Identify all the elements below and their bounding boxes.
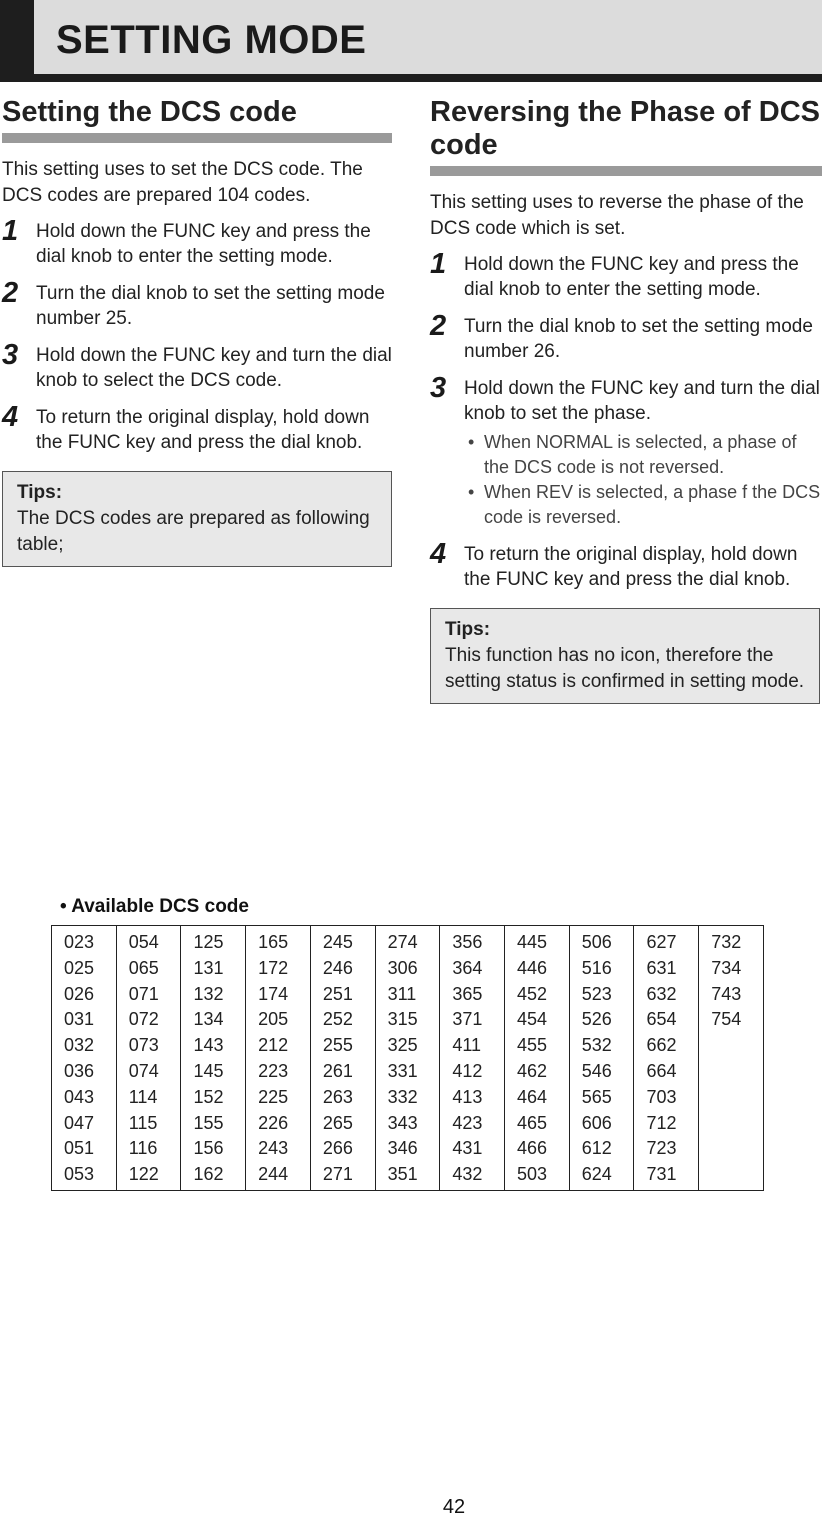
dcs-code-cell: 346 bbox=[387, 1138, 418, 1159]
dcs-code-table bbox=[51, 925, 764, 1191]
right-step bbox=[430, 538, 822, 592]
dcs-code-cell: 156 bbox=[193, 1138, 224, 1159]
dcs-code-cell: 565 bbox=[581, 1086, 612, 1107]
left-step bbox=[2, 401, 392, 455]
bullet-text: When REV is selected, a phase f the DCS code is reversed. bbox=[484, 482, 821, 527]
bullet-item bbox=[464, 480, 822, 530]
dcs-code-cell: 413 bbox=[452, 1086, 483, 1107]
left-steps bbox=[2, 215, 392, 455]
dcs-code-column bbox=[634, 926, 699, 1191]
dcs-code-cell: 452 bbox=[517, 983, 548, 1004]
left-step bbox=[2, 215, 392, 269]
dcs-code-cell: 423 bbox=[452, 1112, 483, 1133]
right-step bbox=[430, 248, 822, 302]
dcs-code-cell: 226 bbox=[258, 1112, 289, 1133]
dcs-code-cell: 664 bbox=[646, 1060, 677, 1081]
dcs-code-cell: 243 bbox=[258, 1138, 289, 1159]
dcs-code-cell: 446 bbox=[517, 957, 548, 978]
bullet-item bbox=[464, 430, 822, 480]
dcs-code-cell: 252 bbox=[322, 1009, 353, 1030]
dcs-code-column bbox=[440, 926, 505, 1191]
dcs-code-cell: 155 bbox=[193, 1112, 224, 1133]
dcs-code-column bbox=[246, 926, 311, 1191]
dcs-code-cell: 244 bbox=[258, 1164, 289, 1185]
dcs-code-cell: 205 bbox=[258, 1009, 289, 1030]
dcs-code-cell: 265 bbox=[322, 1112, 353, 1133]
step-number: 2 bbox=[2, 277, 19, 309]
dcs-code-cell: 246 bbox=[322, 957, 353, 978]
dcs-code-cell: 245 bbox=[322, 932, 353, 952]
dcs-code-cell: 073 bbox=[128, 1035, 159, 1056]
dcs-code-cell: 145 bbox=[193, 1060, 224, 1081]
dcs-code-cell: 152 bbox=[193, 1086, 224, 1107]
dcs-code-column bbox=[116, 926, 181, 1191]
page-title: SETTING MODE bbox=[56, 18, 367, 62]
step-number: 4 bbox=[2, 401, 19, 433]
dcs-code-cell: 411 bbox=[452, 1035, 482, 1056]
dcs-code-row bbox=[52, 926, 764, 1191]
dcs-code-cell: 464 bbox=[517, 1086, 548, 1107]
dcs-code-cell: 432 bbox=[452, 1164, 483, 1185]
tips-label: Tips: bbox=[445, 619, 491, 640]
step-number: 3 bbox=[430, 372, 447, 404]
dcs-code-cell: 261 bbox=[322, 1060, 353, 1081]
dcs-code-cell: 331 bbox=[387, 1060, 418, 1081]
dcs-code-column bbox=[310, 926, 375, 1191]
page-header bbox=[0, 0, 822, 82]
right-step bbox=[430, 310, 822, 364]
dcs-code-cell: 743 bbox=[711, 983, 742, 1004]
dcs-code-cell: 255 bbox=[322, 1035, 353, 1056]
dcs-code-cell: 074 bbox=[128, 1060, 159, 1081]
dcs-code-cell: 516 bbox=[581, 957, 612, 978]
dcs-code-cell: 072 bbox=[128, 1009, 159, 1030]
dcs-code-cell: 343 bbox=[387, 1112, 418, 1133]
dcs-code-cell: 115 bbox=[128, 1112, 158, 1133]
right-steps bbox=[430, 248, 822, 592]
dcs-code-cell: 532 bbox=[581, 1035, 612, 1056]
dcs-code-cell: 306 bbox=[387, 957, 418, 978]
dcs-code-column bbox=[181, 926, 246, 1191]
dcs-code-cell: 162 bbox=[193, 1164, 224, 1185]
dcs-code-cell: 632 bbox=[646, 983, 677, 1004]
dcs-code-cell: 174 bbox=[258, 983, 289, 1004]
dcs-code-cell: 723 bbox=[646, 1138, 677, 1159]
dcs-code-cell: 251 bbox=[322, 983, 353, 1004]
dcs-code-cell: 506 bbox=[581, 932, 612, 952]
dcs-code-cell: 325 bbox=[387, 1035, 418, 1056]
step-number: 2 bbox=[430, 310, 447, 342]
dcs-code-cell: 172 bbox=[258, 957, 289, 978]
dcs-code-column bbox=[699, 926, 764, 1191]
dcs-code-cell: 025 bbox=[64, 957, 95, 978]
dcs-code-column bbox=[569, 926, 634, 1191]
step-number: 1 bbox=[2, 215, 19, 247]
dcs-code-cell: 071 bbox=[128, 983, 159, 1004]
dcs-code-cell: 036 bbox=[64, 1060, 95, 1081]
dcs-code-cell: 412 bbox=[452, 1060, 483, 1081]
right-column bbox=[430, 96, 822, 704]
dcs-code-cell: 662 bbox=[646, 1035, 677, 1056]
step-number: 1 bbox=[430, 248, 447, 280]
dcs-code-cell: 122 bbox=[128, 1164, 159, 1185]
dcs-code-cell: 445 bbox=[517, 932, 548, 952]
dcs-code-cell: 523 bbox=[581, 983, 612, 1004]
bullet-text: When NORMAL is selected, a phase of the DCS code is not reversed. bbox=[484, 432, 797, 477]
dcs-code-cell: 043 bbox=[64, 1086, 95, 1107]
tips-label: Tips: bbox=[17, 482, 63, 503]
dcs-code-cell: 266 bbox=[322, 1138, 353, 1159]
step-text: To return the original display, hold down the FUNC key and press the dial knob. bbox=[36, 407, 370, 453]
dcs-code-cell: 125 bbox=[193, 932, 224, 952]
bullet-dot-icon: • bbox=[468, 432, 475, 452]
dcs-code-cell: 356 bbox=[452, 932, 483, 952]
dcs-code-cell: 627 bbox=[646, 932, 677, 952]
step-text: Turn the dial knob to set the setting mode number 26. bbox=[464, 316, 813, 362]
tips-text: This function has no icon, therefore the setting status is confirmed in setting mode. bbox=[445, 645, 805, 692]
dcs-code-cell: 263 bbox=[322, 1086, 353, 1107]
tips-text: The DCS codes are prepared as following table; bbox=[17, 508, 370, 555]
dcs-code-cell: 311 bbox=[387, 983, 417, 1004]
left-section-title: Setting the DCS code bbox=[2, 96, 297, 128]
dcs-code-cell: 624 bbox=[581, 1164, 612, 1185]
dcs-code-cell: 332 bbox=[387, 1086, 418, 1107]
dcs-code-cell: 143 bbox=[193, 1035, 224, 1056]
dcs-code-cell: 654 bbox=[646, 1009, 677, 1030]
dcs-code-cell: 734 bbox=[711, 957, 742, 978]
left-tips-box bbox=[2, 471, 392, 567]
left-section-rule bbox=[2, 133, 392, 143]
dcs-code-cell: 116 bbox=[128, 1138, 158, 1159]
dcs-code-cell: 223 bbox=[258, 1060, 289, 1081]
dcs-code-cell: 371 bbox=[452, 1009, 483, 1030]
right-intro: This setting uses to reverse the phase of the DCS code which is set. bbox=[430, 192, 804, 239]
dcs-code-column bbox=[375, 926, 440, 1191]
dcs-code-column bbox=[505, 926, 570, 1191]
dcs-code-cell: 315 bbox=[387, 1009, 418, 1030]
dcs-code-cell: 431 bbox=[452, 1138, 483, 1159]
step-text: Turn the dial knob to set the setting mode number 25. bbox=[36, 283, 385, 329]
bullet-dot-icon: • bbox=[468, 482, 475, 502]
dcs-code-cell: 365 bbox=[452, 983, 483, 1004]
right-section-title: Reversing the Phase of DCS code bbox=[430, 96, 820, 161]
dcs-code-cell: 225 bbox=[258, 1086, 289, 1107]
left-step bbox=[2, 277, 392, 331]
step-number: 3 bbox=[2, 339, 19, 371]
dcs-code-cell: 731 bbox=[646, 1164, 677, 1185]
dcs-code-cell: 466 bbox=[517, 1138, 548, 1159]
dcs-code-cell: 065 bbox=[128, 957, 159, 978]
dcs-code-cell: 054 bbox=[128, 932, 159, 952]
dcs-code-cell: 026 bbox=[64, 983, 95, 1004]
header-black-block bbox=[0, 0, 34, 82]
dcs-code-cell: 526 bbox=[581, 1009, 612, 1030]
dcs-code-cell: 051 bbox=[64, 1138, 95, 1159]
right-step bbox=[430, 372, 822, 530]
header-rule bbox=[0, 74, 822, 82]
step-text: Hold down the FUNC key and press the dial knob to enter the setting mode. bbox=[464, 254, 799, 300]
dcs-code-cell: 455 bbox=[517, 1035, 548, 1056]
step-text: To return the original display, hold down the FUNC key and press the dial knob. bbox=[464, 544, 798, 590]
dcs-code-cell: 212 bbox=[258, 1035, 289, 1056]
dcs-code-cell: 503 bbox=[517, 1164, 548, 1185]
dcs-code-cell: 274 bbox=[387, 932, 418, 952]
dcs-code-cell: 454 bbox=[517, 1009, 548, 1030]
dcs-code-cell: 032 bbox=[64, 1035, 95, 1056]
dcs-code-cell: 732 bbox=[711, 932, 742, 952]
dcs-code-cell: 271 bbox=[322, 1164, 353, 1185]
dcs-code-cell: 047 bbox=[64, 1112, 95, 1133]
left-step bbox=[2, 339, 392, 393]
dcs-code-cell: 132 bbox=[193, 983, 224, 1004]
step3-bullets bbox=[464, 430, 822, 530]
dcs-code-cell: 053 bbox=[64, 1164, 95, 1185]
dcs-code-cell: 631 bbox=[646, 957, 677, 978]
dcs-code-cell: 031 bbox=[64, 1009, 95, 1030]
dcs-code-cell: 465 bbox=[517, 1112, 548, 1133]
step-text: Hold down the FUNC key and turn the dial knob to set the phase. bbox=[464, 378, 820, 424]
dcs-code-cell: 606 bbox=[581, 1112, 612, 1133]
left-intro: This setting uses to set the DCS code. The DCS codes are prepared 104 codes. bbox=[2, 159, 363, 206]
dcs-code-cell: 754 bbox=[711, 1009, 742, 1030]
dcs-code-cell: 165 bbox=[258, 932, 289, 952]
dcs-code-column bbox=[52, 926, 117, 1191]
dcs-code-cell: 546 bbox=[581, 1060, 612, 1081]
dcs-code-cell: 023 bbox=[64, 932, 95, 952]
dcs-code-cell: 364 bbox=[452, 957, 483, 978]
page-number: 42 bbox=[442, 1496, 466, 1518]
step-text: Hold down the FUNC key and press the dial knob to enter the setting mode. bbox=[36, 221, 371, 267]
right-section-rule bbox=[430, 166, 822, 176]
dcs-code-cell: 131 bbox=[193, 957, 224, 978]
dcs-code-cell: 703 bbox=[646, 1086, 677, 1107]
right-tips-box bbox=[430, 608, 820, 704]
step-text: Hold down the FUNC key and turn the dial knob to select the DCS code. bbox=[36, 345, 392, 391]
dcs-code-cell: 134 bbox=[193, 1009, 224, 1030]
left-column bbox=[2, 96, 392, 567]
dcs-code-cell: 114 bbox=[128, 1086, 158, 1107]
dcs-code-cell: 462 bbox=[517, 1060, 548, 1081]
dcs-code-cell: 351 bbox=[387, 1164, 418, 1185]
dcs-table-label: • Available DCS code bbox=[60, 896, 249, 917]
dcs-code-cell: 612 bbox=[581, 1138, 612, 1159]
step-number: 4 bbox=[430, 538, 447, 570]
dcs-code-cell: 712 bbox=[646, 1112, 677, 1133]
